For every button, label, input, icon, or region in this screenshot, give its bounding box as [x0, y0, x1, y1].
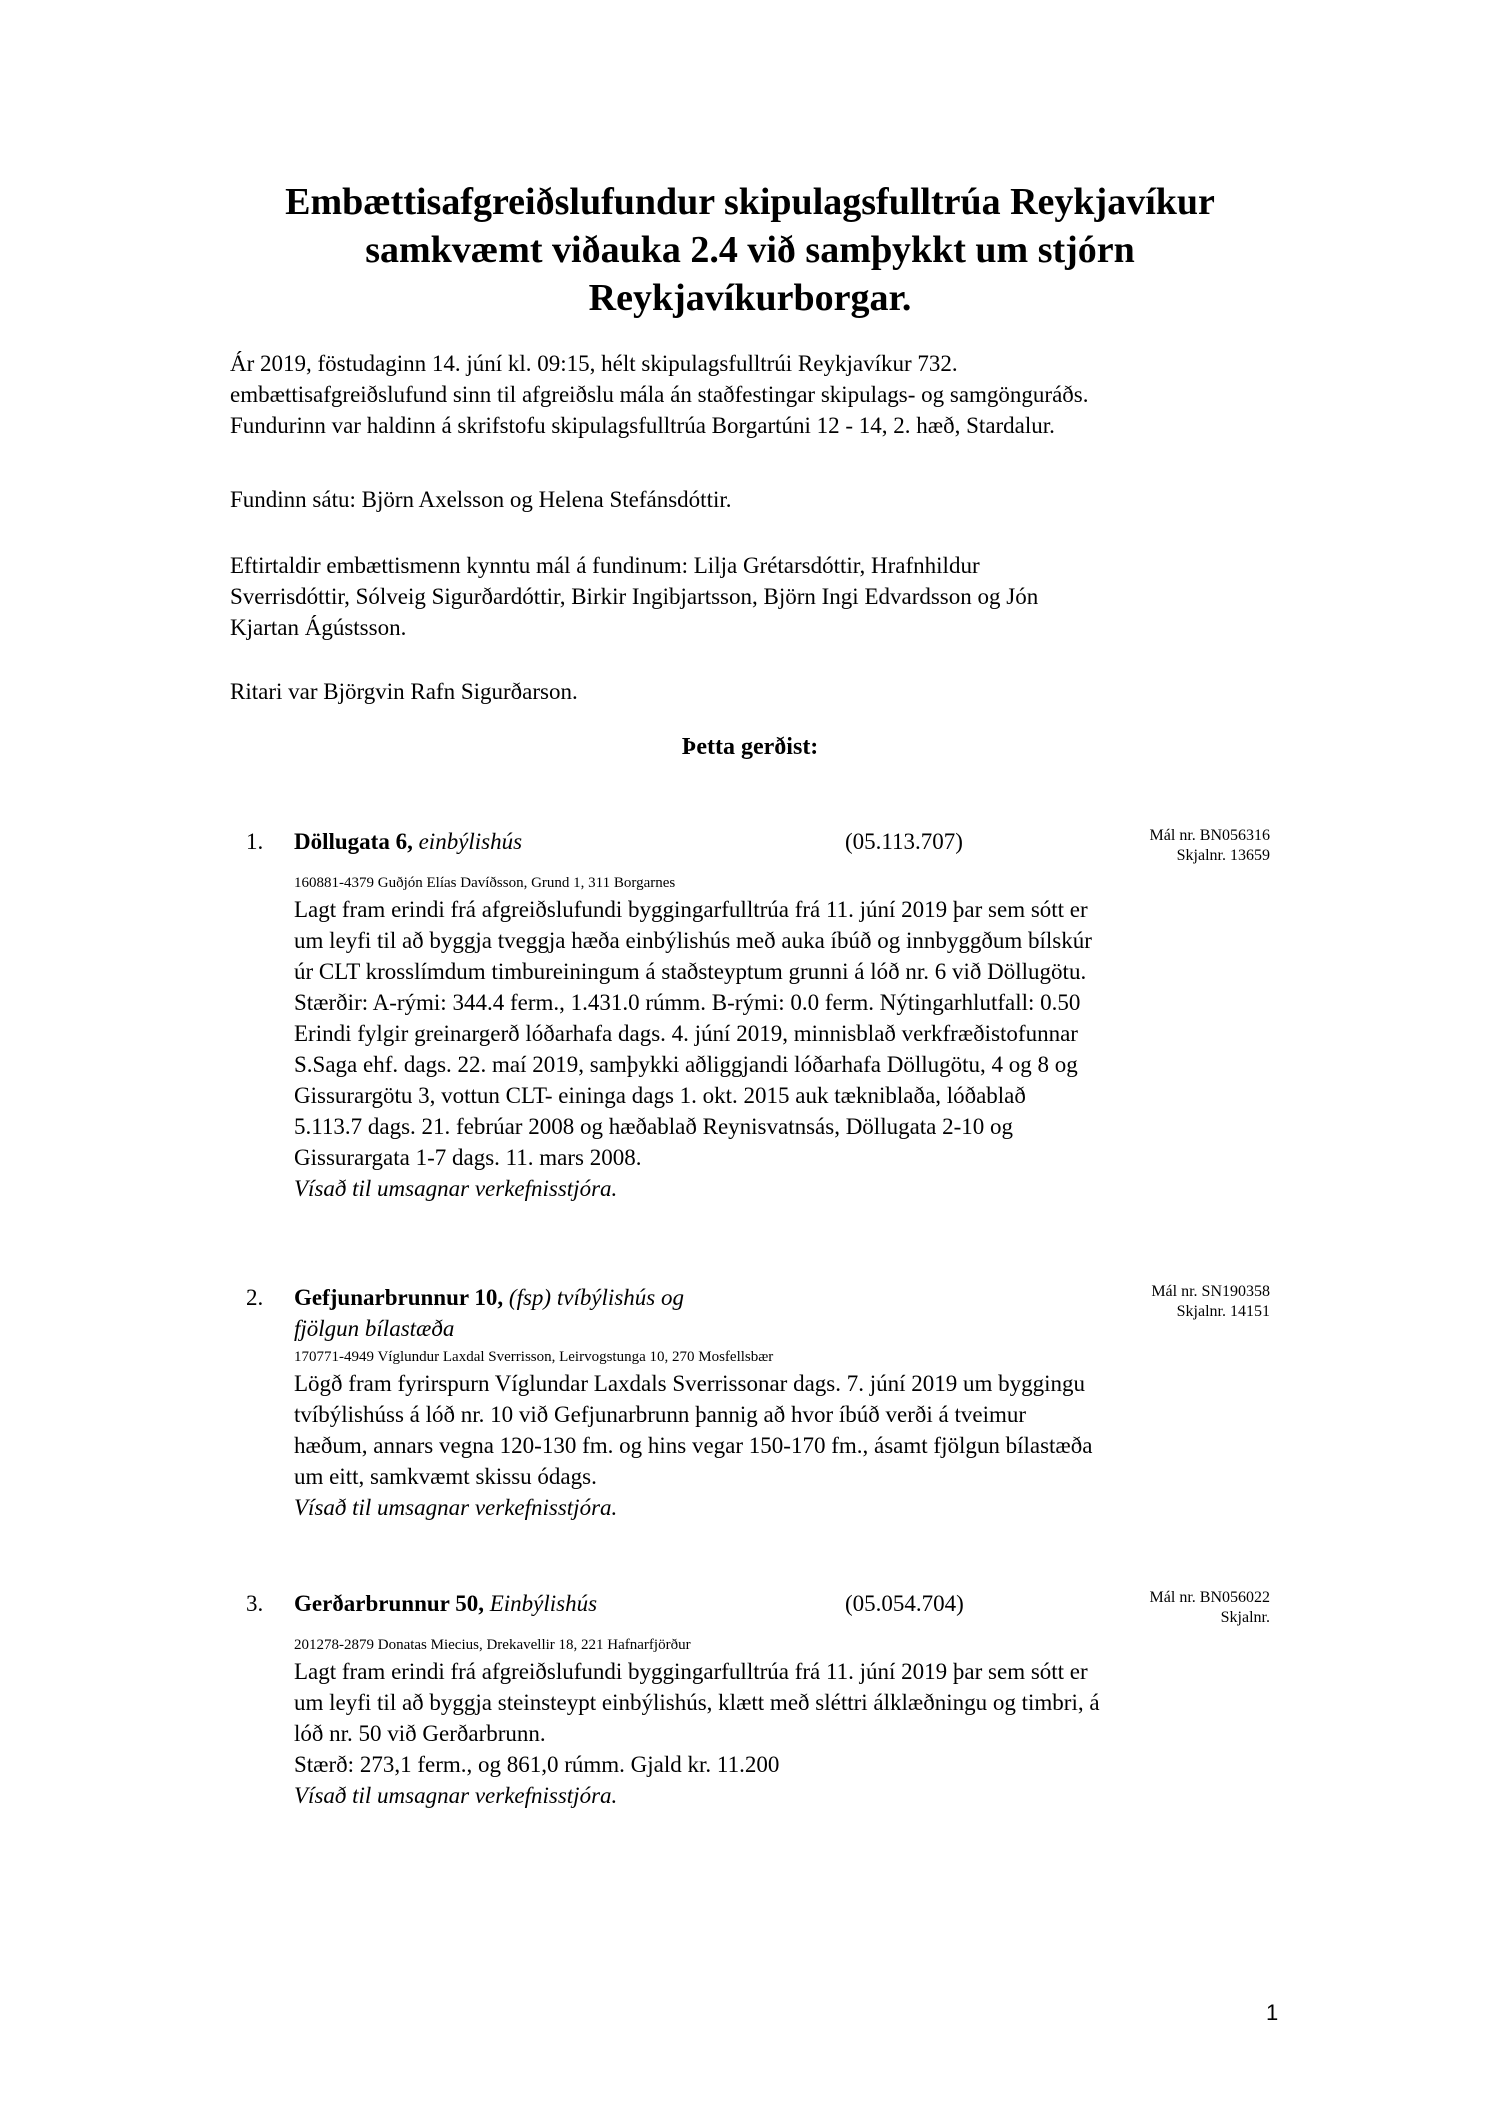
case-number: Mál nr. BN056316: [1149, 827, 1270, 844]
body-line: 5.113.7 dags. 21. febrúar 2008 og hæðablað Reynisvatnsás, Döllugata 2-10 og: [294, 1114, 1014, 1139]
item-references: [1150, 826, 1270, 866]
item-land-number: (05.054.704): [845, 1591, 964, 1616]
body-line: Lögð fram fyrirspurn Víglundar Laxdals Sverrissonar dags. 7. júní 2019 um byggingu: [294, 1371, 1086, 1396]
body-line: Gissurargötu 3, vottun CLT- eininga dags 1. okt. 2015 auk tækniblaða, lóðablað: [294, 1083, 1026, 1108]
case-number: Mál nr. SN190358: [1151, 1283, 1270, 1300]
item-type: tvíbýlishús og: [556, 1285, 684, 1310]
item-type: Einbýlishús: [489, 1591, 598, 1616]
item-owner: 170771-4949 Víglundur Laxdal Sverrisson, Leirvogstunga 10, 270 Mosfellsbær: [294, 1349, 774, 1365]
body-line: um leyfi til að byggja steinsteypt einbýlishús, klætt með sléttri álklæðningu og timbri, á: [294, 1690, 1100, 1715]
body-line: Lagt fram erindi frá afgreiðslufundi byggingarfulltrúa frá 11. júní 2019 þar sem sótt er: [294, 897, 1088, 922]
attendees-paragraph: Fundinn sátu: Björn Axelsson og Helena Stefánsdóttir.: [230, 487, 732, 512]
item-conclusion: Vísað til umsagnar verkefnisstjóra.: [294, 1176, 618, 1201]
document-number: Skjalnr.: [1220, 1609, 1270, 1626]
item-heading: [294, 1282, 854, 1344]
page-number: 1: [1266, 2000, 1279, 2025]
item-conclusion: Vísað til umsagnar verkefnisstjóra.: [294, 1495, 618, 1520]
intro-paragraph: [230, 348, 1270, 441]
item-number: 3.: [246, 1591, 264, 1616]
item-owner: 201278-2879 Donatas Miecius, Drekavellir 18, 221 Hafnarfjörður: [294, 1637, 691, 1653]
body-line: Lagt fram erindi frá afgreiðslufundi byggingarfulltrúa frá 11. júní 2019 þar sem sótt er: [294, 1659, 1088, 1684]
case-number: Mál nr. BN056022: [1149, 1589, 1270, 1606]
officials-line-1: Eftirtaldir embættismenn kynntu mál á fundinum: Lilja Grétarsdóttir, Hrafnhildur: [230, 553, 980, 578]
body-line: Stærð: 273,1 ferm., og 861,0 rúmm. Gjald kr. 11.200: [294, 1752, 780, 1777]
item-address: Gefjunarbrunnur 10,: [294, 1285, 504, 1310]
intro-line-1: Ár 2019, föstudaginn 14. júní kl. 09:15, hélt skipulagsfulltrúi Reykjavíkur 732.: [230, 351, 958, 376]
item-conclusion: Vísað til umsagnar verkefnisstjóra.: [294, 1783, 618, 1808]
body-line: um eitt, samkvæmt skissu ódags.: [294, 1464, 597, 1489]
page-title: Embættisafgreiðslufundur skipulagsfulltrúa Reykjavíkur samkvæmt viðauka 2.4 við samþykkt um stjórn Reykjavíkurborgar.: [285, 181, 1215, 319]
body-line: Gissurargata 1-7 dags. 11. mars 2008.: [294, 1145, 642, 1170]
officials-line-2: Sverrisdóttir, Sólveig Sigurðardóttir, Birkir Ingibjartsson, Björn Ingi Edvardsson og Jón: [230, 584, 1039, 609]
intro-line-2: embættisafgreiðslufund sinn til afgreiðslu mála án staðfestingar skipulags- og samgönguráðs.: [230, 382, 1089, 407]
item-type: einbýlishús: [418, 829, 523, 854]
body-line: hæðum, annars vegna 120-130 fm. og hins vegar 150-170 fm., ásamt fjölgun bílastæða: [294, 1433, 1093, 1458]
item-number: 2.: [246, 1285, 264, 1310]
secretary-paragraph: Ritari var Björgvin Rafn Sigurðarson.: [230, 679, 578, 704]
body-line: um leyfi til að byggja tveggja hæða einbýlishús með auka íbúð og innbyggðum bílskúr: [294, 928, 1092, 953]
body-line: tvíbýlishúss á lóð nr. 10 við Gefjunarbrunn þannig að hvor íbúð verði á tveimur: [294, 1402, 1027, 1427]
intro-line-3: Fundurinn var haldinn á skrifstofu skipulagsfulltrúa Borgartúni 12 - 14, 2. hæð, Stardalur.: [230, 413, 1055, 438]
item-number: 1.: [246, 829, 264, 854]
document-number: Skjalnr. 13659: [1176, 847, 1270, 864]
officials-paragraph: [230, 550, 1270, 643]
item-references: [1151, 1282, 1270, 1322]
body-line: úr CLT krosslímdum timbureiningum á staðsteyptum grunni á lóð nr. 6 við Döllugötu.: [294, 959, 1087, 984]
item-references: [1150, 1588, 1270, 1628]
item-heading: [294, 1588, 854, 1619]
body-line: lóð nr. 50 við Gerðarbrunn.: [294, 1721, 546, 1746]
officials-line-3: Kjartan Ágústsson.: [230, 615, 407, 640]
document-number: Skjalnr. 14151: [1176, 1303, 1270, 1320]
item-address: Gerðarbrunnur 50,: [294, 1591, 484, 1616]
item-heading: [294, 826, 854, 857]
section-heading: Þetta gerðist:: [681, 734, 819, 760]
item-address: Döllugata 6,: [294, 829, 413, 854]
body-line: S.Saga ehf. dags. 22. maí 2019, samþykki aðliggjandi lóðarhafa Döllugötu, 4 og 8 og: [294, 1052, 1078, 1077]
body-line: Stærðir: A-rými: 344.4 ferm., 1.431.0 rúmm. B-rými: 0.0 ferm. Nýtingarhlutfall: 0.50: [294, 990, 1081, 1015]
item-type-continued: fjölgun bílastæða: [294, 1316, 455, 1341]
body-line: Erindi fylgir greinargerð lóðarhafa dags. 4. júní 2019, minnisblað verkfræðistofunnar: [294, 1021, 1078, 1046]
item-type-prefix: (fsp): [508, 1285, 552, 1310]
item-owner: 160881-4379 Guðjón Elías Davíðsson, Grund 1, 311 Borgarnes: [294, 875, 676, 891]
item-body: [294, 1656, 1280, 1811]
item-land-number: (05.113.707): [845, 829, 963, 854]
item-body: [294, 894, 1280, 1204]
item-body: [294, 1368, 1280, 1523]
